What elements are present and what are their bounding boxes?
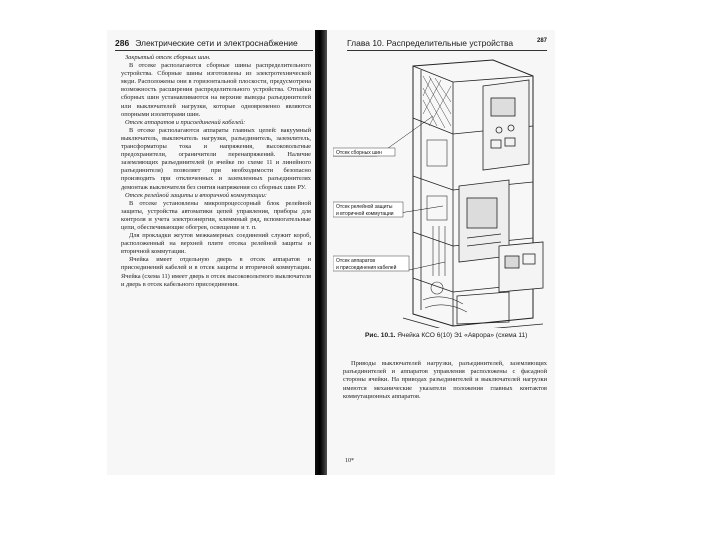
callout-busbar-label: Отсек сборных шин [336,150,382,157]
paragraph: Закрытый отсек сборных шин. [125,54,211,61]
page-folio: 10* [345,458,354,464]
running-head-left-title: Электрические сети и электроснабжение [135,38,298,48]
callout-apparatus-label-1: Отсек аппаратов [336,258,376,264]
callout-relay-label-2: и вторичной коммутации [336,211,394,217]
left-page [107,30,317,475]
switchgear-cell-drawing [333,56,549,328]
paragraph: В отсеке располагаются сборные шины распределительного устройства. Сборные шины изготовлены из электротехнической меди. Расположены они в горизонтальной плоскости, предусмотрена возможность расширения распределительного устройства. Отпайки сборных шин устанавливаются на верхние выводы разъединителей или выключателей нагрузки, которые одновременно являются опорными изоляторами шин. [121,62,311,118]
book-spread [107,30,555,475]
paragraph: Отсек релейной защиты и вторичной коммутации: [125,191,267,199]
right-page-text [343,360,547,401]
figure-caption-text: Ячейка КСО 6(10) Э1 «Аврора» (схема 11) [397,332,528,339]
paragraph: Приводы выключателей нагрузки, разъединителей, заземляющих разъединителей и аппаратов управления расположены с фасадной стороны ячейки. На приводах разъединителей и выключателей нагрузки имеются механические указатели положения главных контактов коммутационных аппаратов. [343,360,547,400]
callout-relay-compartment [333,202,403,217]
paragraph: Отсек аппаратов и присоединений кабелей: [125,118,246,126]
paragraph: В отсеке установлены микропроцессорный блок релейной защиты, устройства автоматики цепей управления, приборы для контроля и учета электроэнергии, клеммный ряд, вспомогательные цепи, обеспечивающие обогрев, освещение и т. п. [121,199,311,231]
right-page [329,30,555,475]
figure-caption-number: Рис. 10.1. [365,332,396,339]
paragraph: Для прокладки жгутов межкамерных соединений служит короб, расположенный на верхней плите отсека релейной защиты и вторичной коммутации. [121,232,311,256]
figure-caption [365,332,549,339]
page-number-right: 287 [536,38,547,44]
running-head-left [115,38,298,48]
callout-busbar-compartment [333,148,395,156]
paragraph: Ячейка имеет отдельную дверь в отсек аппаратов и присоединений кабелей и в отсек защиты и вторичной коммутации. Ячейка (схема 11) имеет дверь в отсек высоковольтного выключателя и дверь в отсек кабельного присоединения. [121,256,311,288]
running-head-rule-left [115,50,313,51]
callout-apparatus-compartment [333,256,409,271]
callout-apparatus-label-2: и присоединения кабелей [336,265,397,271]
book-gutter [315,30,327,475]
page-number-left: 286 [115,38,130,48]
paragraph: В отсеке располагаются аппараты главных цепей: вакуумный выключатель, выключатель нагрузки, разъединитель, заземлитель, трансформаторы тока и напряжения, высоковольтные предохранители, ограничители перенапряжений. Наличие заземляющих разъединителей (в ячейке по схеме 11 и линейного разъединителя) позволяет при необходимости безопасно производить при отключенных и заземленных разъединителях демонтаж выключателя без снятия напряжения со сборных шин РУ. [121,126,311,191]
callout-relay-label-1: Отсек релейной защиты [336,204,393,210]
running-head-rule-right [347,50,547,51]
left-page-text [121,54,311,289]
running-head-right: Глава 10. Распределительные устройства [347,38,514,48]
